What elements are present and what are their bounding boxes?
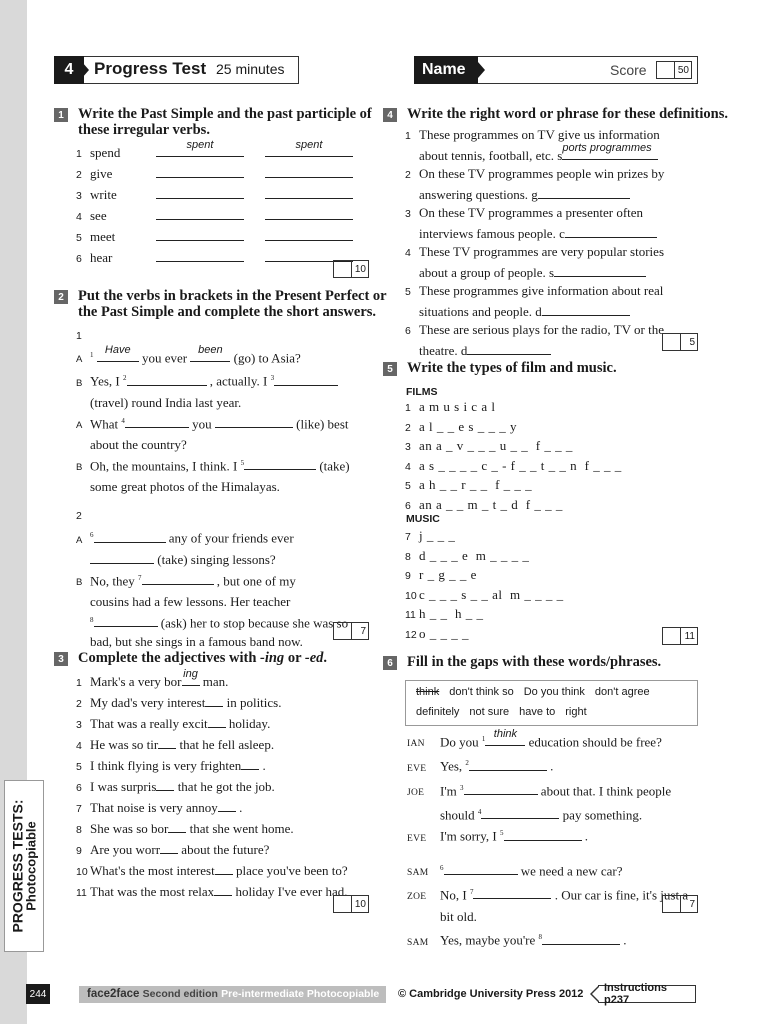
music-row[interactable]: 9 r _ g _ _ e bbox=[405, 567, 477, 582]
definition-answer-field[interactable]: ports programmes bbox=[562, 146, 658, 160]
footer-copyright: © Cambridge University Press 2012 bbox=[398, 988, 584, 1000]
ex2-gap-4[interactable] bbox=[125, 414, 189, 428]
suffix-field[interactable] bbox=[168, 819, 186, 833]
ex2-dialogue-number: 1 bbox=[76, 330, 82, 342]
ex2-gap-4b[interactable] bbox=[215, 414, 293, 428]
ex2-gap-6b[interactable] bbox=[90, 550, 154, 564]
ex5-badge: 5 bbox=[383, 362, 397, 376]
item-number: 5 bbox=[76, 761, 82, 773]
word-box-row1 bbox=[416, 686, 660, 698]
item-number: 10 bbox=[76, 866, 88, 878]
item-number: 3 bbox=[76, 719, 82, 731]
ex4-row: 4 These TV programmes are very popular stories bbox=[405, 244, 665, 259]
item-number: 8 bbox=[76, 824, 82, 836]
ex6-gap-8[interactable] bbox=[542, 931, 620, 945]
ex2-badge: 2 bbox=[54, 290, 68, 304]
ex2-gap-3[interactable] bbox=[274, 372, 338, 386]
film-row[interactable]: 3 an a _ v _ _ _ u _ _ f _ _ _ bbox=[405, 438, 573, 453]
ex6-gap-1[interactable]: think bbox=[485, 732, 525, 746]
ex6-title: Fill in the gaps with these words/phrases. bbox=[407, 654, 662, 670]
ex3-row: 2 My dad's very interest in politics. bbox=[76, 693, 348, 714]
ex3-badge: 3 bbox=[54, 652, 68, 666]
film-row[interactable]: 6 an a _ _ m _ t _ d f _ _ _ bbox=[405, 496, 563, 512]
footer-brand-bar bbox=[79, 986, 386, 1003]
page-number: 244 bbox=[26, 984, 50, 1004]
item-number: 4 bbox=[76, 211, 82, 223]
ex2-title-line2: the Past Simple and complete the short answers. bbox=[78, 304, 377, 320]
item-number: 4 bbox=[76, 740, 82, 752]
films-label: FILMS bbox=[406, 386, 438, 398]
ex2-gap-2[interactable] bbox=[127, 372, 207, 386]
ex2-gap-6[interactable] bbox=[94, 529, 166, 543]
definition-answer-field[interactable] bbox=[467, 341, 551, 355]
verb: give bbox=[90, 166, 113, 181]
item-number: 1 bbox=[76, 677, 82, 689]
ex3-score-box[interactable] bbox=[333, 895, 369, 913]
word-option: right bbox=[565, 706, 587, 718]
past-simple-field[interactable] bbox=[156, 227, 244, 241]
verb: write bbox=[90, 187, 117, 202]
ex2-gap-1[interactable]: Have bbox=[97, 348, 139, 362]
ex3-row: 8 She was so bor that she went home. bbox=[76, 819, 348, 840]
item-number: 7 bbox=[76, 803, 82, 815]
ex6-score: 7 bbox=[689, 898, 695, 910]
instructions-link[interactable]: Instructions p237 bbox=[598, 985, 696, 1003]
ex1-badge: 1 bbox=[54, 108, 68, 122]
item-number: 5 bbox=[76, 232, 82, 244]
suffix-field[interactable]: ing bbox=[182, 672, 200, 686]
ex1-row bbox=[76, 185, 353, 206]
footer-edition: Second edition bbox=[142, 988, 218, 1000]
ex4-list: 1 These programmes on TV give us information about tennis, football, etc. s ports programmes 2 On these TV programmes people win prizes by answering questions. g 3 On these TV programmes a presenter often interviews famous people. c 4 These TV programmes are very popular stories about a group of people. s 5 These programmes give information about real situations and people. d 6 These are serious plays for the radio, TV or the theatre. d bbox=[405, 127, 665, 358]
side-label-line2: Photocopiable bbox=[23, 821, 39, 911]
verb: spend bbox=[90, 145, 121, 160]
film-row[interactable]: 1 a m u s i c a l bbox=[405, 399, 496, 414]
ex4-badge: 4 bbox=[383, 108, 397, 122]
word-option: have to bbox=[519, 706, 556, 718]
past-participle-field[interactable] bbox=[265, 164, 353, 178]
ex3-title: Complete the adjectives with -ing or -ed. bbox=[78, 650, 328, 666]
suffix-field[interactable] bbox=[158, 735, 176, 749]
suffix-field[interactable] bbox=[160, 840, 178, 854]
verb: see bbox=[90, 208, 107, 223]
ex2-gap-7[interactable] bbox=[142, 571, 214, 585]
suffix-field[interactable] bbox=[215, 861, 233, 875]
suffix-field[interactable] bbox=[205, 693, 223, 707]
ex5-score: 11 bbox=[684, 630, 695, 642]
word-option: definitely bbox=[416, 706, 460, 718]
ex2-gap-1b[interactable]: been bbox=[190, 348, 230, 362]
ex6-gap-3[interactable] bbox=[464, 781, 538, 795]
suffix-field[interactable] bbox=[156, 777, 174, 791]
ex1-title bbox=[78, 106, 372, 138]
past-simple-field[interactable] bbox=[156, 185, 244, 199]
suffix-field[interactable] bbox=[241, 756, 259, 770]
ex1-row bbox=[76, 164, 353, 185]
ex2-gap-8[interactable] bbox=[94, 613, 158, 627]
item-number: 1 bbox=[76, 148, 82, 160]
ex2-dialogue-1: 1 A $^1$ Have you ever been (go) to Asia? B Yes, I $^2$ , actually. I $^3$ (travel) round India last year. A What $^4$ you (like) best about the country? B Oh, the mountains, I think. I $^5$ (take) some great photos of the Himalayas. 2 A $^6$ any of your friends ever (take) singing lessons? B No, they $^7$ , but one of my cousins had a few lessons. Her teacher $^8$ (ask) her to stop because she was so bad, but she sings in a famous band now. bbox=[76, 325, 350, 651]
item-number: 6 bbox=[76, 782, 82, 794]
ex5-music-list bbox=[405, 527, 564, 644]
speaker-a: A bbox=[76, 354, 83, 366]
name-label: Name bbox=[414, 56, 478, 84]
footer-level: Pre-intermediate Photocopiable bbox=[221, 988, 380, 1000]
music-row[interactable]: 10 c _ _ _ s _ _ al m _ _ _ _ bbox=[405, 586, 564, 602]
ex1-score-box[interactable] bbox=[333, 260, 369, 278]
verb: hear bbox=[90, 250, 113, 265]
ex3-row: 7 That noise is very annoy . bbox=[76, 798, 348, 819]
item-number: 6 bbox=[76, 253, 82, 265]
ex4-title: Write the right word or phrase for these definitions. bbox=[407, 106, 728, 122]
ex6-gap-5[interactable] bbox=[504, 827, 582, 841]
ex6-score-box[interactable] bbox=[662, 895, 698, 913]
word-option: not sure bbox=[469, 706, 510, 718]
suffix-field[interactable] bbox=[214, 882, 232, 896]
ex3-score: 10 bbox=[354, 898, 366, 910]
word-option: think bbox=[416, 686, 440, 698]
ex2-title-line1: Put the verbs in brackets in the Present Perfect or bbox=[78, 288, 387, 304]
name-field[interactable] bbox=[488, 58, 598, 82]
film-row[interactable]: 4 a s _ _ _ _ c _ - f _ _ t _ _ n f _ _ _ bbox=[405, 457, 622, 473]
definition-answer-field[interactable] bbox=[538, 185, 630, 199]
past-participle-field[interactable] bbox=[265, 227, 353, 241]
ex2-title bbox=[78, 288, 387, 320]
item-number: 2 bbox=[76, 169, 82, 181]
footer-brand: face2face bbox=[87, 988, 140, 1000]
ex6-gap-2[interactable] bbox=[469, 757, 547, 771]
past-simple-field[interactable] bbox=[156, 164, 244, 178]
item-number: 2 bbox=[76, 698, 82, 710]
ex1-row bbox=[76, 248, 353, 269]
ex6-gap-7[interactable] bbox=[473, 885, 551, 899]
word-option: don't think so bbox=[449, 686, 514, 698]
name-arrow-icon bbox=[478, 62, 485, 78]
side-label-line1: PROGRESS TESTS: bbox=[9, 799, 26, 933]
ex1-row bbox=[76, 227, 353, 248]
word-option: don't agree bbox=[594, 686, 650, 698]
verb: meet bbox=[90, 229, 116, 244]
music-row[interactable]: 11 h _ _ h _ _ bbox=[405, 606, 484, 621]
ex3-row: 1 Mark's a very bor ing man. bbox=[76, 672, 348, 693]
film-row[interactable]: 5 a h _ _ r _ _ f _ _ _ bbox=[405, 477, 533, 492]
ex1-row bbox=[76, 206, 353, 227]
film-row[interactable]: 2 a l _ _ e s _ _ _ y bbox=[405, 418, 517, 434]
past-simple-field[interactable] bbox=[156, 206, 244, 220]
past-simple-field[interactable]: spent bbox=[156, 143, 244, 157]
word-box-row2 bbox=[416, 706, 597, 718]
ex3-row: 11 That was the most relax holiday I've ever had. bbox=[76, 882, 348, 903]
ex1-list bbox=[76, 139, 353, 269]
ex2-score-box[interactable] bbox=[333, 622, 369, 640]
ex4-row: 5 These programmes give information about real bbox=[405, 283, 664, 298]
ex1-row bbox=[76, 139, 353, 164]
ex3-row: 3 That was a really excit holiday. bbox=[76, 714, 348, 735]
past-participle-field[interactable]: spent bbox=[265, 143, 353, 157]
ex4-row: 6 These are serious plays for the radio, TV or the bbox=[405, 322, 665, 337]
past-participle-field[interactable] bbox=[265, 206, 353, 220]
test-duration: 25 minutes bbox=[216, 61, 285, 77]
ex4-row: 1 These programmes on TV give us information bbox=[405, 127, 660, 142]
score-label: Score bbox=[610, 62, 647, 78]
music-row[interactable]: 12 o _ _ _ _ bbox=[405, 625, 469, 641]
ex5-score-box[interactable] bbox=[662, 627, 698, 645]
ex6-gap-4[interactable] bbox=[481, 805, 559, 819]
suffix-field[interactable] bbox=[208, 714, 226, 728]
ex4-row: 2 On these TV programmes people win prizes by bbox=[405, 166, 665, 181]
ex4-score: 5 bbox=[689, 336, 695, 348]
definition-answer-field[interactable] bbox=[554, 263, 646, 277]
ex6-badge: 6 bbox=[383, 656, 397, 670]
ex3-row: 9 Are you worr about the future? bbox=[76, 840, 348, 861]
ex2-gap-5[interactable] bbox=[244, 456, 316, 470]
ex5-title: Write the types of film and music. bbox=[407, 360, 617, 376]
ex3-row: 5 I think flying is very frighten . bbox=[76, 756, 348, 777]
ex4-score-box[interactable] bbox=[662, 333, 698, 351]
ex6-gap-6[interactable] bbox=[444, 861, 518, 875]
item-number: 3 bbox=[76, 190, 82, 202]
definition-answer-field[interactable] bbox=[542, 302, 630, 316]
ex3-row: 4 He was so tir that he fell asleep. bbox=[76, 735, 348, 756]
past-participle-field[interactable] bbox=[265, 185, 353, 199]
ex1-title-line2: these irregular verbs. bbox=[78, 122, 210, 138]
ex2-score: 7 bbox=[360, 625, 366, 637]
music-row[interactable]: 7 j _ _ _ bbox=[405, 528, 456, 543]
ex3-list bbox=[76, 668, 348, 903]
side-label bbox=[4, 780, 44, 952]
score-total: 50 bbox=[677, 64, 689, 76]
item-number: 9 bbox=[76, 845, 82, 857]
suffix-field[interactable] bbox=[218, 798, 236, 812]
ex3-row: 6 I was surpris that he got the job. bbox=[76, 777, 348, 798]
item-number: 11 bbox=[76, 887, 87, 899]
test-title: Progress Test bbox=[94, 59, 207, 78]
total-score-box[interactable] bbox=[656, 61, 692, 79]
music-label: MUSIC bbox=[406, 513, 440, 525]
ex1-title-line1: Write the Past Simple and the past participle of bbox=[78, 106, 372, 122]
header-arrow-icon bbox=[82, 62, 89, 78]
music-row[interactable]: 8 d _ _ _ e m _ _ _ _ bbox=[405, 547, 530, 563]
ex3-row: 10 What's the most interest place you've been to? bbox=[76, 861, 348, 882]
ex4-row: 3 On these TV programmes a presenter often bbox=[405, 205, 644, 220]
ex5-films-list bbox=[405, 398, 622, 515]
word-box bbox=[405, 680, 698, 726]
word-option: Do you think bbox=[523, 686, 585, 698]
test-number: 4 bbox=[54, 56, 84, 84]
ex6-dialogue: IAN Do you $^1$ think education should be free? EVE Yes, $^2$ . JOE I'm $^3$ about that. I think people should $^4$ pay something. EVE I'm sorry, I $^5$ . SAM$^6$ we need a new car? ZOE No, I $^7$ . Our car is fine, it's just a bit old. SAM Yes, maybe you're $^8$ . bbox=[407, 728, 689, 948]
ex1-score: 10 bbox=[354, 263, 366, 275]
past-simple-field[interactable] bbox=[156, 248, 244, 262]
definition-answer-field[interactable] bbox=[565, 224, 657, 238]
